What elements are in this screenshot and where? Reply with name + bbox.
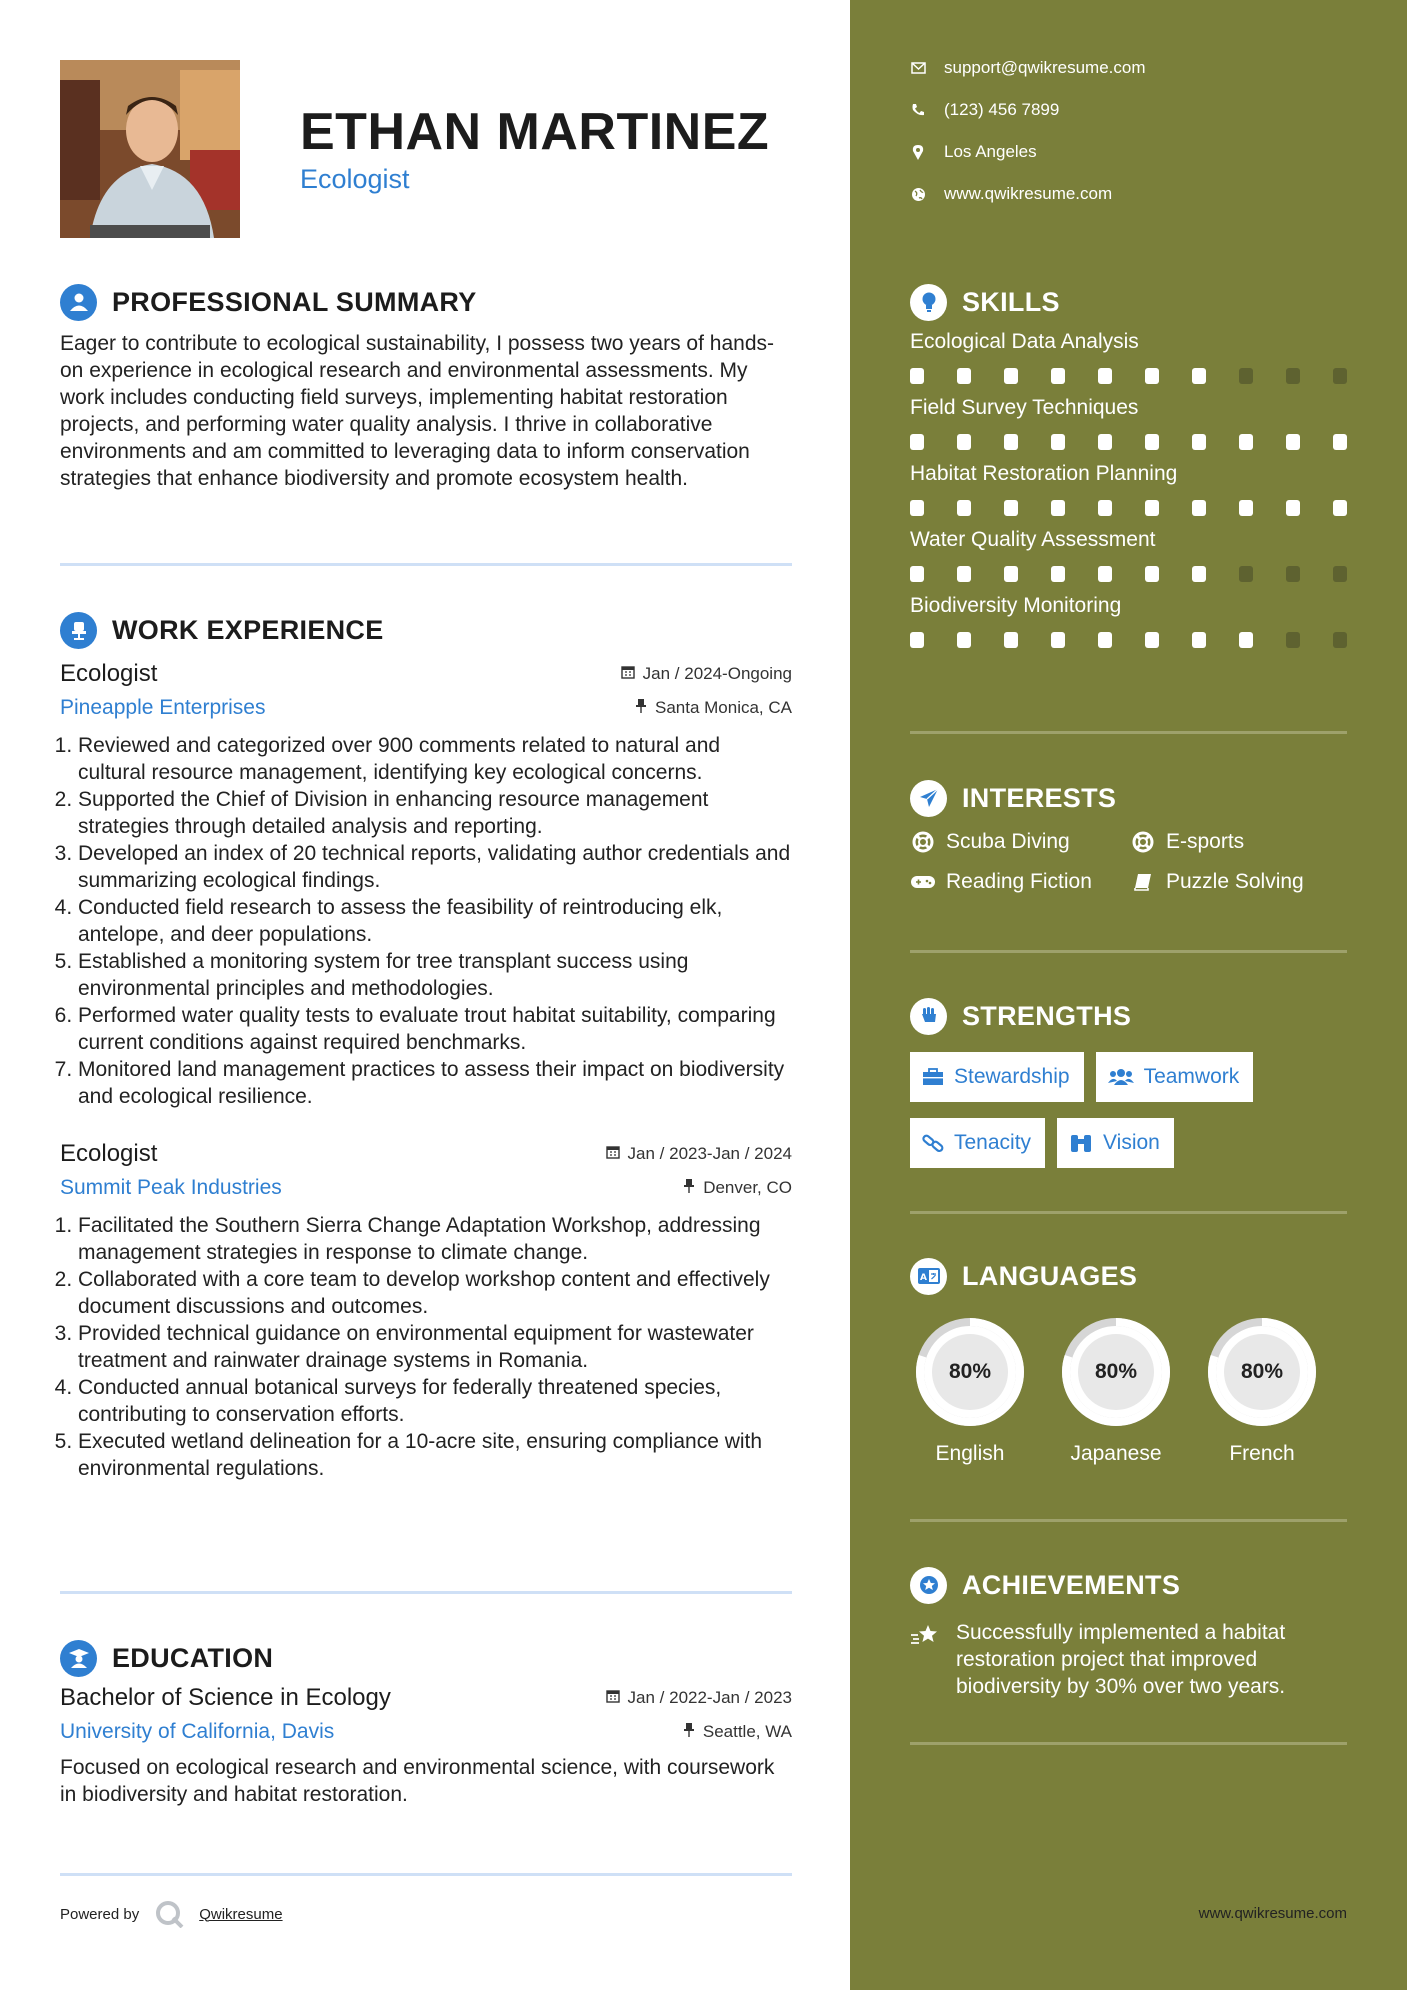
rating-dot bbox=[1239, 500, 1253, 516]
skill-name: Biodiversity Monitoring bbox=[910, 594, 1122, 617]
education-location bbox=[683, 1722, 792, 1742]
job-title: Ecologist bbox=[60, 1140, 158, 1167]
rating-dot bbox=[1051, 434, 1065, 450]
users-icon bbox=[1108, 1068, 1134, 1086]
rating-dot bbox=[1098, 632, 1112, 648]
rating-dot bbox=[957, 566, 971, 582]
skill-rating bbox=[910, 368, 1347, 384]
language-icon bbox=[910, 1258, 947, 1295]
shooting-star-icon bbox=[910, 1623, 940, 1654]
language-item bbox=[1202, 1312, 1322, 1466]
rating-dot bbox=[1098, 566, 1112, 582]
rating-dot bbox=[957, 500, 971, 516]
skill-name: Habitat Restoration Planning bbox=[910, 462, 1178, 485]
education-section bbox=[60, 1638, 792, 1808]
phone-text: (123) 456 7899 bbox=[944, 100, 1060, 119]
strengths-section bbox=[910, 996, 1347, 1168]
interest-label: Puzzle Solving bbox=[1166, 870, 1304, 893]
job-location bbox=[683, 1178, 792, 1198]
rating-dot bbox=[1145, 500, 1159, 516]
education-date-text: Jan / 2022-Jan / 2023 bbox=[627, 1688, 792, 1707]
divider bbox=[910, 1519, 1347, 1522]
experience-title: WORK EXPERIENCE bbox=[112, 614, 384, 645]
language-name: English bbox=[935, 1442, 1005, 1465]
skills-title: SKILLS bbox=[962, 286, 1060, 317]
rating-dot bbox=[1192, 632, 1206, 648]
languages-section bbox=[910, 1256, 1347, 1466]
contact-email[interactable] bbox=[910, 58, 1146, 78]
achievement-item bbox=[910, 1619, 1347, 1700]
candidate-name: ETHAN MARTINEZ bbox=[300, 103, 770, 161]
education-title: EDUCATION bbox=[112, 1642, 274, 1673]
calendar-icon bbox=[606, 1144, 620, 1164]
rating-dot bbox=[1239, 566, 1253, 582]
rating-dot bbox=[957, 632, 971, 648]
language-percent: 80% bbox=[1240, 1360, 1284, 1383]
contact-location bbox=[910, 142, 1037, 162]
profile-photo bbox=[60, 60, 240, 238]
skills-section bbox=[910, 282, 1347, 660]
rating-dot bbox=[1145, 566, 1159, 582]
job-entry bbox=[60, 660, 792, 1110]
gamepad-icon bbox=[910, 874, 936, 890]
binoculars-icon bbox=[1069, 1133, 1093, 1153]
divider bbox=[60, 1591, 792, 1594]
graduate-icon bbox=[60, 1640, 97, 1677]
divider bbox=[60, 1873, 792, 1876]
interest-item bbox=[910, 870, 1130, 894]
rating-dot bbox=[1192, 500, 1206, 516]
rating-dot bbox=[910, 632, 924, 648]
rating-dot bbox=[910, 434, 924, 450]
phone-icon bbox=[910, 103, 926, 117]
language-percent: 80% bbox=[1094, 1360, 1138, 1383]
summary-text: Eager to contribute to ecological sustainability, I possess two years of hands-on experience in ecological research and environmental assessments. My work includes conducting field surveys, implementing habitat restoration projects, and performing water quality analysis. I thrive in collaborative environments and am committed to leveraging data to inform conservation strategies that enhance biodiversity and promote ecosystem health. bbox=[60, 332, 774, 490]
job-date bbox=[621, 664, 792, 684]
strength-label: Stewardship bbox=[954, 1065, 1070, 1088]
rating-dot bbox=[1004, 632, 1018, 648]
powered-by bbox=[60, 1900, 283, 1928]
strength-label: Vision bbox=[1103, 1131, 1160, 1154]
skill-rating bbox=[910, 632, 1347, 648]
education-text: Focused on ecological research and environmental science, with coursework in biodiversity and habitat restoration. bbox=[60, 1756, 775, 1806]
skill-rating bbox=[910, 500, 1347, 516]
rating-dot bbox=[1098, 434, 1112, 450]
list-item: 2. Collaborated with a core team to develop workshop content and effectively document discussions and outcomes. bbox=[78, 1266, 792, 1320]
education-location-text: Seattle, WA bbox=[702, 1722, 792, 1741]
interest-item bbox=[910, 830, 1130, 854]
language-item bbox=[910, 1312, 1030, 1466]
strength-label: Teamwork bbox=[1143, 1065, 1240, 1088]
skill-rating bbox=[910, 566, 1347, 582]
link-icon bbox=[922, 1133, 944, 1153]
job-bullets bbox=[60, 1212, 792, 1482]
strengths-title: STRENGTHS bbox=[962, 1000, 1132, 1031]
list-item: 3. Developed an index of 20 technical reports, validating author credentials and summarizing ecological findings. bbox=[78, 840, 792, 894]
pin-icon bbox=[635, 698, 647, 718]
user-icon bbox=[60, 284, 97, 321]
rating-dot bbox=[1051, 566, 1065, 582]
interest-item bbox=[1130, 870, 1330, 894]
rating-dot bbox=[1333, 632, 1347, 648]
globe-icon bbox=[910, 187, 926, 202]
website-text: www.qwikresume.com bbox=[944, 184, 1113, 203]
language-name: French bbox=[1229, 1442, 1295, 1465]
lifebuoy-icon bbox=[1130, 831, 1156, 853]
rating-dot bbox=[1286, 632, 1300, 648]
job-location-text: Denver, CO bbox=[703, 1178, 792, 1197]
skill-rating bbox=[910, 434, 1347, 450]
strength-chip bbox=[1096, 1052, 1254, 1102]
divider bbox=[910, 731, 1347, 734]
sidebar bbox=[850, 0, 1407, 1990]
footer-website-link[interactable]: www.qwikresume.com bbox=[1198, 1905, 1347, 1922]
rating-dot bbox=[910, 368, 924, 384]
rating-dot bbox=[1192, 566, 1206, 582]
rating-dot bbox=[1004, 500, 1018, 516]
rating-dot bbox=[1004, 368, 1018, 384]
divider bbox=[910, 1742, 1347, 1745]
interests-title: INTERESTS bbox=[962, 782, 1117, 813]
powered-by-label: Powered by bbox=[60, 1905, 140, 1923]
contact-phone[interactable] bbox=[910, 100, 1059, 120]
envelope-icon bbox=[910, 62, 926, 74]
rating-dot bbox=[1333, 566, 1347, 582]
rating-dot bbox=[1098, 500, 1112, 516]
email-text: support@qwikresume.com bbox=[944, 58, 1146, 77]
job-entry bbox=[60, 1140, 792, 1482]
languages-list bbox=[910, 1312, 1347, 1466]
skills-list bbox=[910, 330, 1347, 648]
school: University of California, Davis bbox=[60, 1720, 335, 1743]
calendar-icon bbox=[621, 664, 635, 684]
summary-title: PROFESSIONAL SUMMARY bbox=[112, 286, 477, 317]
job-date-text: Jan / 2023-Jan / 2024 bbox=[627, 1144, 792, 1163]
list-item: 4. Conducted field research to assess the feasibility of reintroducing elk, antelope, and deer populations. bbox=[78, 894, 792, 948]
candidate-role: Ecologist bbox=[300, 164, 410, 194]
interest-item bbox=[1130, 830, 1330, 854]
achievement-text: Successfully implemented a habitat restoration project that improved biodiversity by 30% over two years. bbox=[956, 1621, 1286, 1698]
job-date bbox=[606, 1144, 792, 1164]
location-text: Los Angeles bbox=[944, 142, 1037, 161]
language-percent: 80% bbox=[948, 1360, 992, 1383]
rating-dot bbox=[1286, 368, 1300, 384]
rating-dot bbox=[1286, 566, 1300, 582]
rating-dot bbox=[1333, 434, 1347, 450]
rating-dot bbox=[1239, 368, 1253, 384]
achievements-section bbox=[910, 1565, 1347, 1700]
rating-dot bbox=[1286, 434, 1300, 450]
pin-icon bbox=[683, 1178, 695, 1198]
rating-dot bbox=[1239, 434, 1253, 450]
skill-name: Water Quality Assessment bbox=[910, 528, 1156, 551]
rating-dot bbox=[1051, 500, 1065, 516]
interests-list bbox=[910, 830, 1347, 894]
job-location-text: Santa Monica, CA bbox=[654, 698, 792, 717]
interest-label: Scuba Diving bbox=[946, 830, 1070, 853]
interest-label: Reading Fiction bbox=[946, 870, 1092, 893]
achievements-title: ACHIEVEMENTS bbox=[962, 1569, 1181, 1600]
briefcase-icon bbox=[922, 1068, 944, 1086]
rating-dot bbox=[1239, 632, 1253, 648]
svg-text:A: A bbox=[919, 1273, 927, 1283]
rating-dot bbox=[1333, 368, 1347, 384]
paper-plane-icon bbox=[910, 780, 947, 817]
pin-icon bbox=[683, 1722, 695, 1742]
job-bullets bbox=[60, 732, 792, 1110]
job-title: Ecologist bbox=[60, 660, 158, 687]
experience-section bbox=[60, 610, 792, 1482]
rating-dot bbox=[1145, 368, 1159, 384]
strength-chip bbox=[910, 1118, 1045, 1168]
fist-icon bbox=[910, 998, 947, 1035]
rating-dot bbox=[1286, 500, 1300, 516]
chair-icon bbox=[60, 612, 97, 649]
rating-dot bbox=[910, 566, 924, 582]
language-name: Japanese bbox=[1070, 1442, 1162, 1465]
qwikresume-link[interactable]: Qwikresume bbox=[199, 1905, 283, 1923]
list-item: 3. Provided technical guidance on environmental equipment for wastewater treatment and rainwater drainage systems in Romania. bbox=[78, 1320, 792, 1374]
rating-dot bbox=[1145, 434, 1159, 450]
job-location bbox=[635, 698, 792, 718]
rating-dot bbox=[1145, 632, 1159, 648]
location-pin-icon bbox=[910, 145, 926, 160]
star-badge-icon bbox=[910, 1567, 947, 1604]
rating-dot bbox=[957, 434, 971, 450]
divider bbox=[910, 950, 1347, 953]
lightbulb-icon bbox=[910, 284, 947, 321]
rating-dot bbox=[910, 500, 924, 516]
list-item: 4. Conducted annual botanical surveys for federally threatened species, contributing to conservation efforts. bbox=[78, 1374, 792, 1428]
interest-label: E-sports bbox=[1166, 830, 1245, 853]
language-ring bbox=[1056, 1312, 1176, 1432]
rating-dot bbox=[1051, 368, 1065, 384]
rating-dot bbox=[1192, 368, 1206, 384]
rating-dot bbox=[957, 368, 971, 384]
strength-chip bbox=[910, 1052, 1084, 1102]
job-company: Summit Peak Industries bbox=[60, 1176, 282, 1199]
rating-dot bbox=[1004, 566, 1018, 582]
rating-dot bbox=[1098, 368, 1112, 384]
interests-section bbox=[910, 778, 1347, 894]
language-ring bbox=[910, 1312, 1030, 1432]
list-item: 6. Performed water quality tests to evaluate trout habitat suitability, comparing current conditions against required benchmarks. bbox=[78, 1002, 792, 1056]
degree: Bachelor of Science in Ecology bbox=[60, 1684, 391, 1711]
qwikresume-logo-icon bbox=[155, 1900, 185, 1928]
rating-dot bbox=[1051, 632, 1065, 648]
list-item: 2. Supported the Chief of Division in enhancing resource management strategies through detailed analysis and reporting. bbox=[78, 786, 792, 840]
languages-title: LANGUAGES bbox=[962, 1260, 1138, 1291]
rating-dot bbox=[1004, 434, 1018, 450]
calendar-icon bbox=[606, 1688, 620, 1708]
list-item: 5. Executed wetland delineation for a 10-acre site, ensuring compliance with environmental regulations. bbox=[78, 1428, 792, 1482]
divider bbox=[910, 1211, 1347, 1214]
strength-label: Tenacity bbox=[954, 1131, 1032, 1154]
lifebuoy-icon bbox=[910, 831, 936, 853]
list-item: 1. Facilitated the Southern Sierra Change Adaptation Workshop, addressing management strategies in response to climate change. bbox=[78, 1212, 792, 1266]
strengths-list bbox=[910, 1052, 1347, 1168]
contact-website[interactable] bbox=[910, 184, 1112, 204]
divider bbox=[60, 563, 792, 566]
language-ring bbox=[1202, 1312, 1322, 1432]
summary-section bbox=[60, 282, 792, 492]
list-item: 7. Monitored land management practices to assess their impact on biodiversity and ecological resilience. bbox=[78, 1056, 792, 1110]
skill-name: Ecological Data Analysis bbox=[910, 330, 1139, 353]
skill-name: Field Survey Techniques bbox=[910, 396, 1139, 419]
education-date bbox=[606, 1688, 792, 1708]
rating-dot bbox=[1192, 434, 1206, 450]
list-item: 1. Reviewed and categorized over 900 comments related to natural and cultural resource management, identifying key ecological concerns. bbox=[78, 732, 792, 786]
job-company: Pineapple Enterprises bbox=[60, 696, 266, 719]
strength-chip bbox=[1057, 1118, 1174, 1168]
language-item bbox=[1056, 1312, 1176, 1466]
book-icon bbox=[1130, 872, 1156, 892]
job-date-text: Jan / 2024-Ongoing bbox=[642, 664, 792, 683]
rating-dot bbox=[1333, 500, 1347, 516]
list-item: 5. Established a monitoring system for tree transplant success using environmental principles and methodologies. bbox=[78, 948, 792, 1002]
